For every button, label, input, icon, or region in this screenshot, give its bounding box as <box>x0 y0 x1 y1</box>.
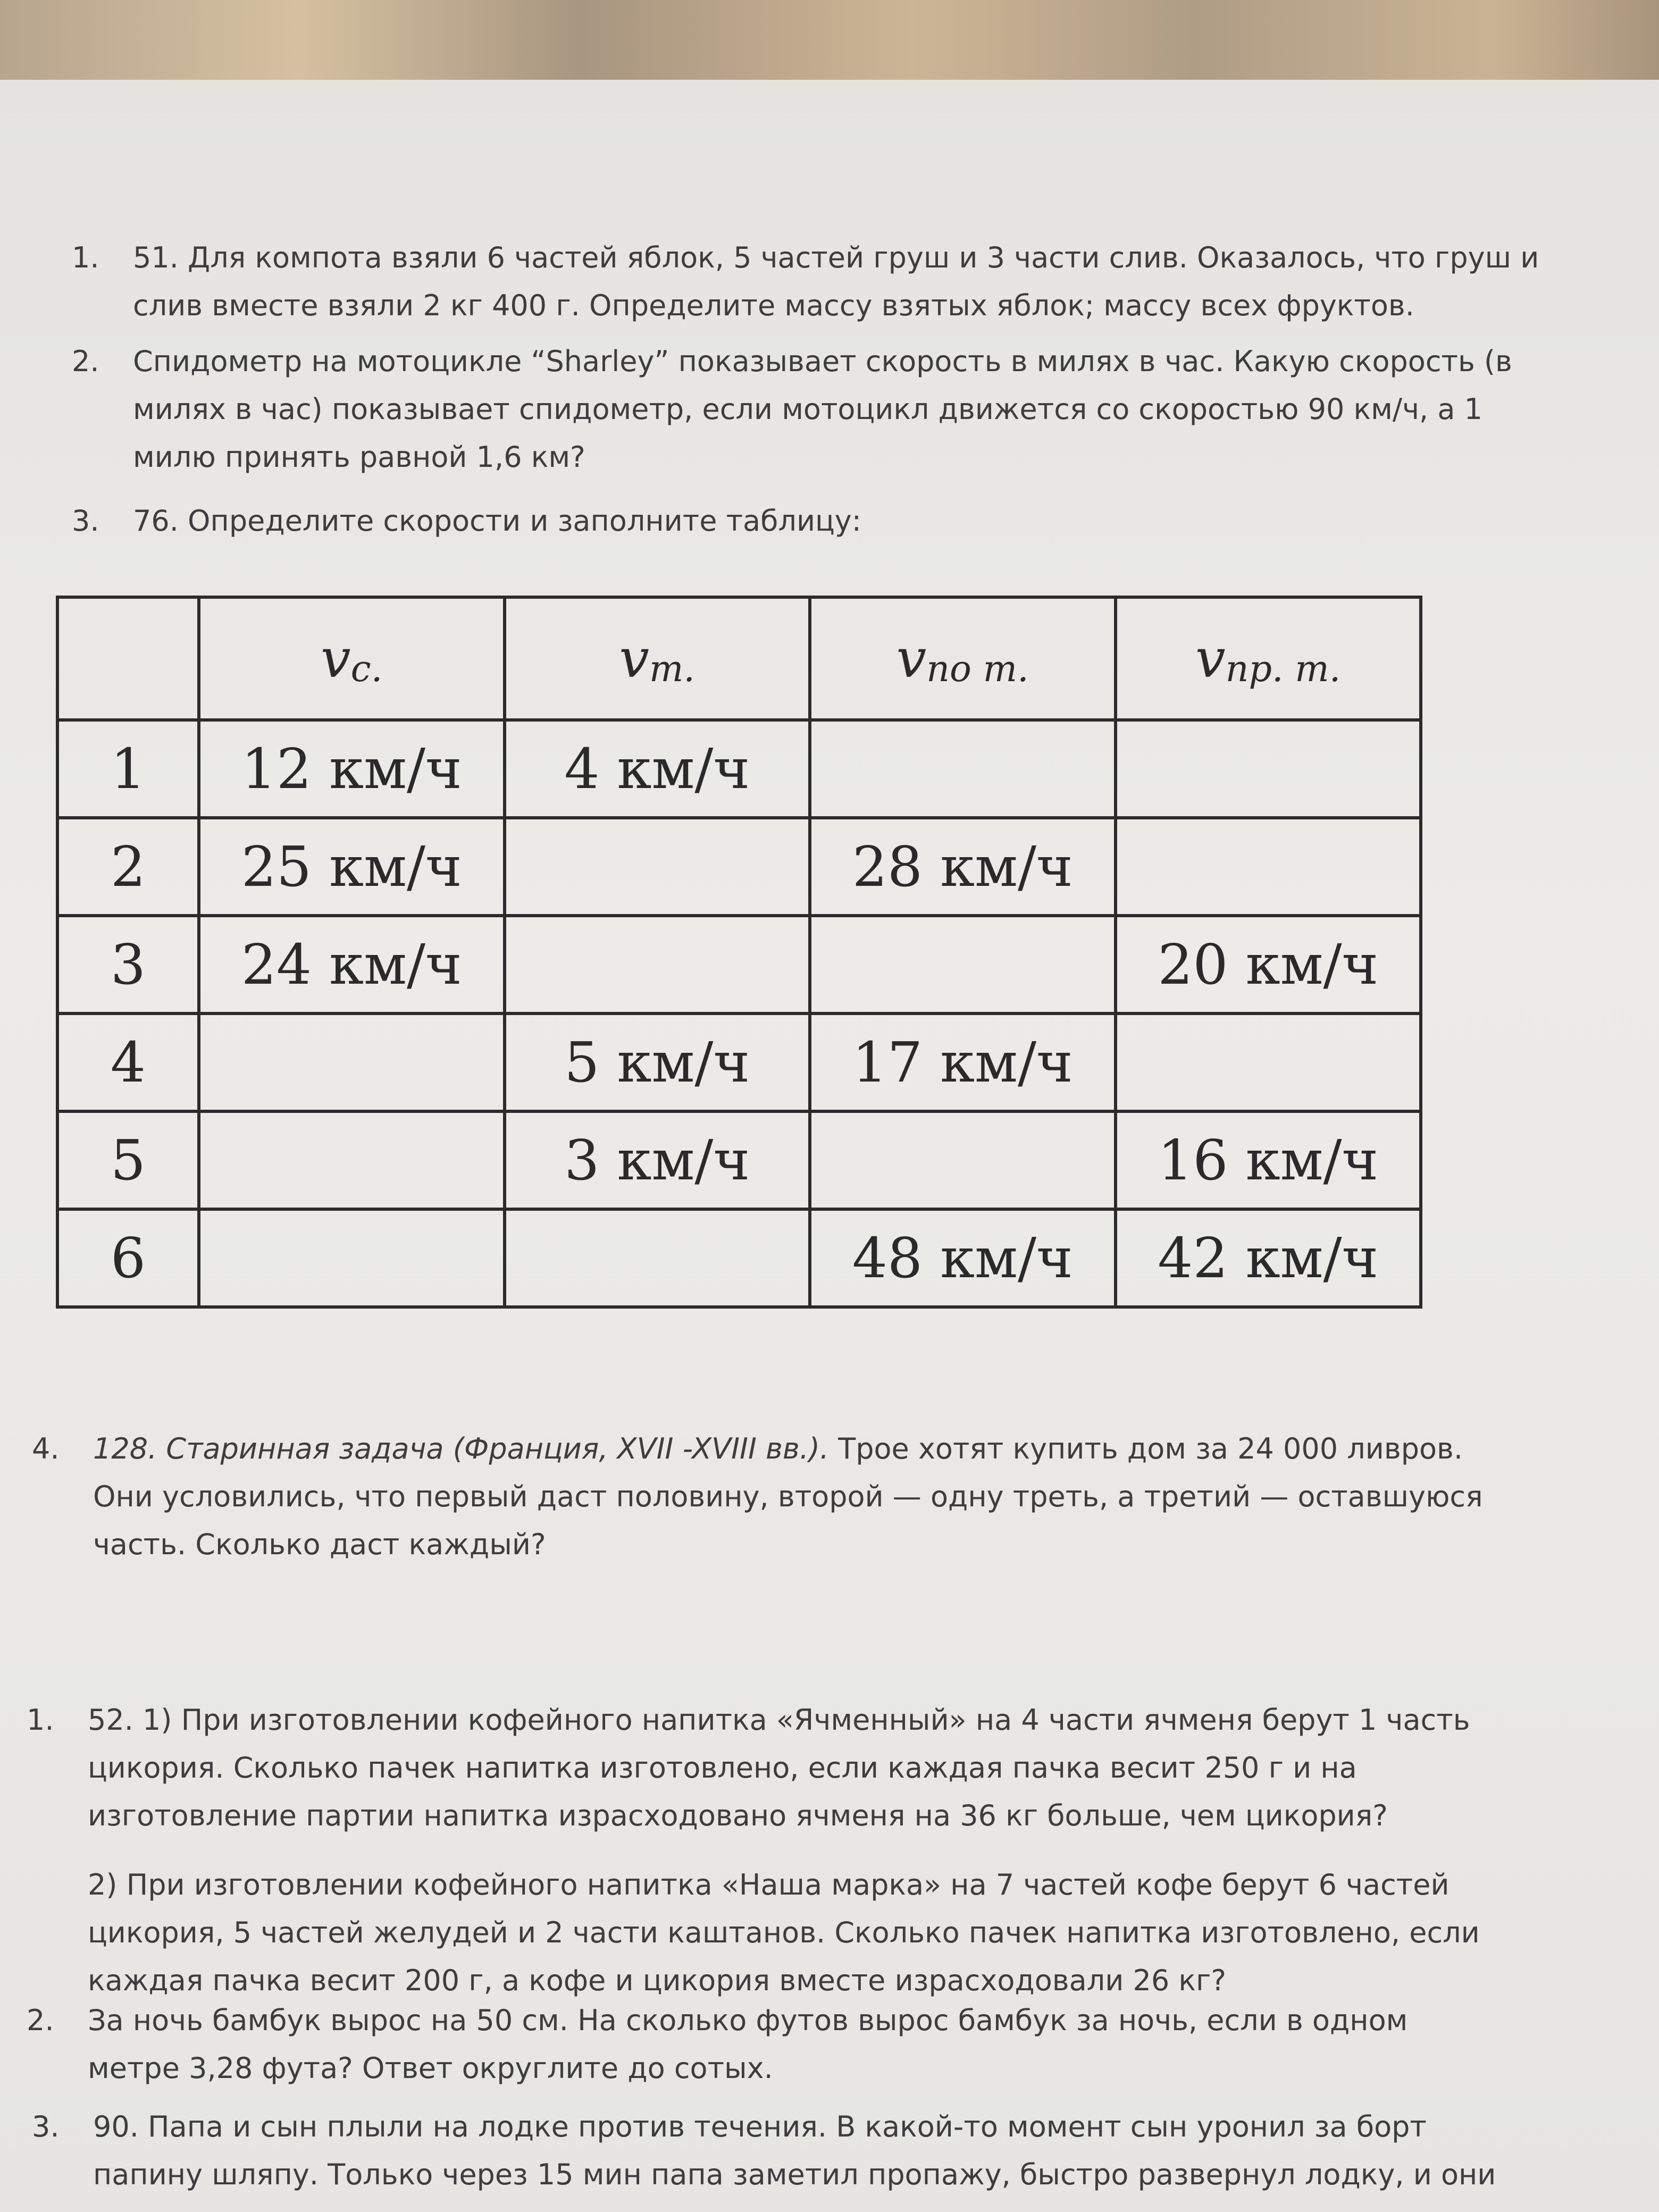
cell-vt: 3 км/ч <box>505 1111 810 1209</box>
problem-1-bottom <box>27 1696 1470 1840</box>
table-row <box>57 1111 1421 1209</box>
problem-line: 52. 1) При изготовлении кофейного напитка «Ячменный» на 4 части ячменя берут 1 часть <box>88 1703 1470 1737</box>
problem-line: папину шляпу. Только через 15 мин папа заметил пропажу, быстро развернул лодку, и они <box>93 2158 1496 2191</box>
problem-4 <box>32 1425 1646 1569</box>
problem-3-top <box>72 497 861 545</box>
problem-text: Трое хотят купить дом за 24 000 ливров. <box>829 1432 1463 1465</box>
problem-number: 3. <box>72 504 99 538</box>
header-vt: $v_{т.}$ <box>505 597 810 720</box>
problem-line <box>93 1425 1646 1473</box>
header-vpo: $v_{по т.}$ <box>810 597 1116 720</box>
cell-vpo: 48 км/ч <box>810 1209 1116 1307</box>
table-row <box>57 1209 1421 1307</box>
problem-line: Они условились, что первый даст половину, второй — одну треть, а третий — оставшуюся <box>93 1480 1483 1513</box>
problem-number: 4. <box>32 1432 60 1465</box>
problem-line: 90. Папа и сын плыли на лодке против течения. В какой-то момент сын уронил за борт <box>93 2110 1427 2143</box>
cell-vpr: 42 км/ч <box>1116 1209 1421 1307</box>
header-vpr: $v_{пр. т.}$ <box>1116 597 1421 720</box>
row-number: 6 <box>57 1209 199 1307</box>
cell-vpo: 17 км/ч <box>810 1013 1116 1111</box>
cell-vpr <box>1116 818 1421 916</box>
cell-vpo <box>810 1111 1116 1209</box>
cell-vt: 5 км/ч <box>505 1013 810 1111</box>
cell-vpr <box>1116 1013 1421 1111</box>
row-number: 4 <box>57 1013 199 1111</box>
cell-vpo: 28 км/ч <box>810 818 1116 916</box>
problem-line: слив вместе взяли 2 кг 400 г. Определите массу взятых яблок; массу всех фруктов. <box>133 289 1414 322</box>
problem-line: каждая пачка весит 200 г, а кофе и цикория вместе израсходовали 26 кг? <box>88 1964 1227 1997</box>
problem-line: милю принять равной 1,6 км? <box>133 440 585 474</box>
problem-line: часть. Сколько даст каждый? <box>93 1528 546 1561</box>
row-number: 3 <box>57 916 199 1013</box>
cell-vt <box>505 818 810 916</box>
cell-vt <box>505 916 810 1013</box>
problem-number: 1. <box>27 1703 54 1737</box>
cell-vc: 24 км/ч <box>199 916 505 1013</box>
table-row <box>57 916 1421 1013</box>
problem-1-part-2 <box>88 1861 1480 2005</box>
problem-number: 3. <box>32 2110 60 2143</box>
table-row <box>57 1013 1421 1111</box>
cell-vc: 25 км/ч <box>199 818 505 916</box>
problem-line: изготовление партии напитка израсходовано ячменя на 36 кг больше, чем цикория? <box>88 1799 1388 1832</box>
cell-vt: 4 км/ч <box>505 720 810 818</box>
problem-line: метре 3,28 фута? Ответ округлите до сотых. <box>88 2051 773 2085</box>
cell-vc <box>199 1111 505 1209</box>
problem-2-bottom <box>27 1997 1408 2092</box>
row-number: 1 <box>57 720 199 818</box>
problem-line: милях в час) показывает спидометр, если мотоцикл движется со скоростью 90 км/ч, а 1 <box>133 392 1482 426</box>
cell-vc <box>199 1209 505 1307</box>
cell-vpr: 20 км/ч <box>1116 916 1421 1013</box>
problem-number: 2. <box>72 345 99 378</box>
cell-vc: 12 км/ч <box>199 720 505 818</box>
cell-vt <box>505 1209 810 1307</box>
problem-1-top <box>72 234 1539 330</box>
problem-line: цикория, 5 частей желудей и 2 части каштанов. Сколько пачек напитка изготовлено, если <box>88 1916 1480 1949</box>
header-empty-cell <box>57 597 199 720</box>
row-number: 2 <box>57 818 199 916</box>
problem-number: 2. <box>27 2004 54 2037</box>
problem-line: За ночь бамбук вырос на 50 см. На сколько футов вырос бамбук за ночь, если в одном <box>88 2004 1408 2037</box>
problem-line: 51. Для компота взяли 6 частей яблок, 5 частей груш и 3 части слив. Оказалось, что груш и <box>133 241 1539 274</box>
problem-line: 76. Определите скорости и заполните таблицу: <box>133 504 861 538</box>
problem-source: 128. Старинная задача (Франция, XVII -XVIII вв.). <box>93 1432 830 1465</box>
problem-line: 2) При изготовлении кофейного напитка «Наша марка» на 7 частей кофе берут 6 частей <box>88 1868 1449 1901</box>
problem-3-bottom <box>32 2103 1496 2199</box>
problem-line: цикория. Сколько пачек напитка изготовлено, если каждая пачка весит 250 г и на <box>88 1751 1357 1784</box>
table-row <box>57 818 1421 916</box>
header-vc: $v_{c.}$ <box>199 597 505 720</box>
problem-2-top <box>72 338 1512 481</box>
problem-number: 1. <box>72 241 99 274</box>
cell-vpr: 16 км/ч <box>1116 1111 1421 1209</box>
cell-vpr <box>1116 720 1421 818</box>
cell-vc <box>199 1013 505 1111</box>
table-header-row <box>57 597 1421 720</box>
speeds-table <box>56 596 1422 1309</box>
cell-vpo <box>810 916 1116 1013</box>
problem-line: Спидометр на мотоцикле “Sharley” показывает скорость в милях в час. Какую скорость (в <box>133 345 1512 378</box>
cell-vpo <box>810 720 1116 818</box>
row-number: 5 <box>57 1111 199 1209</box>
table-row <box>57 720 1421 818</box>
